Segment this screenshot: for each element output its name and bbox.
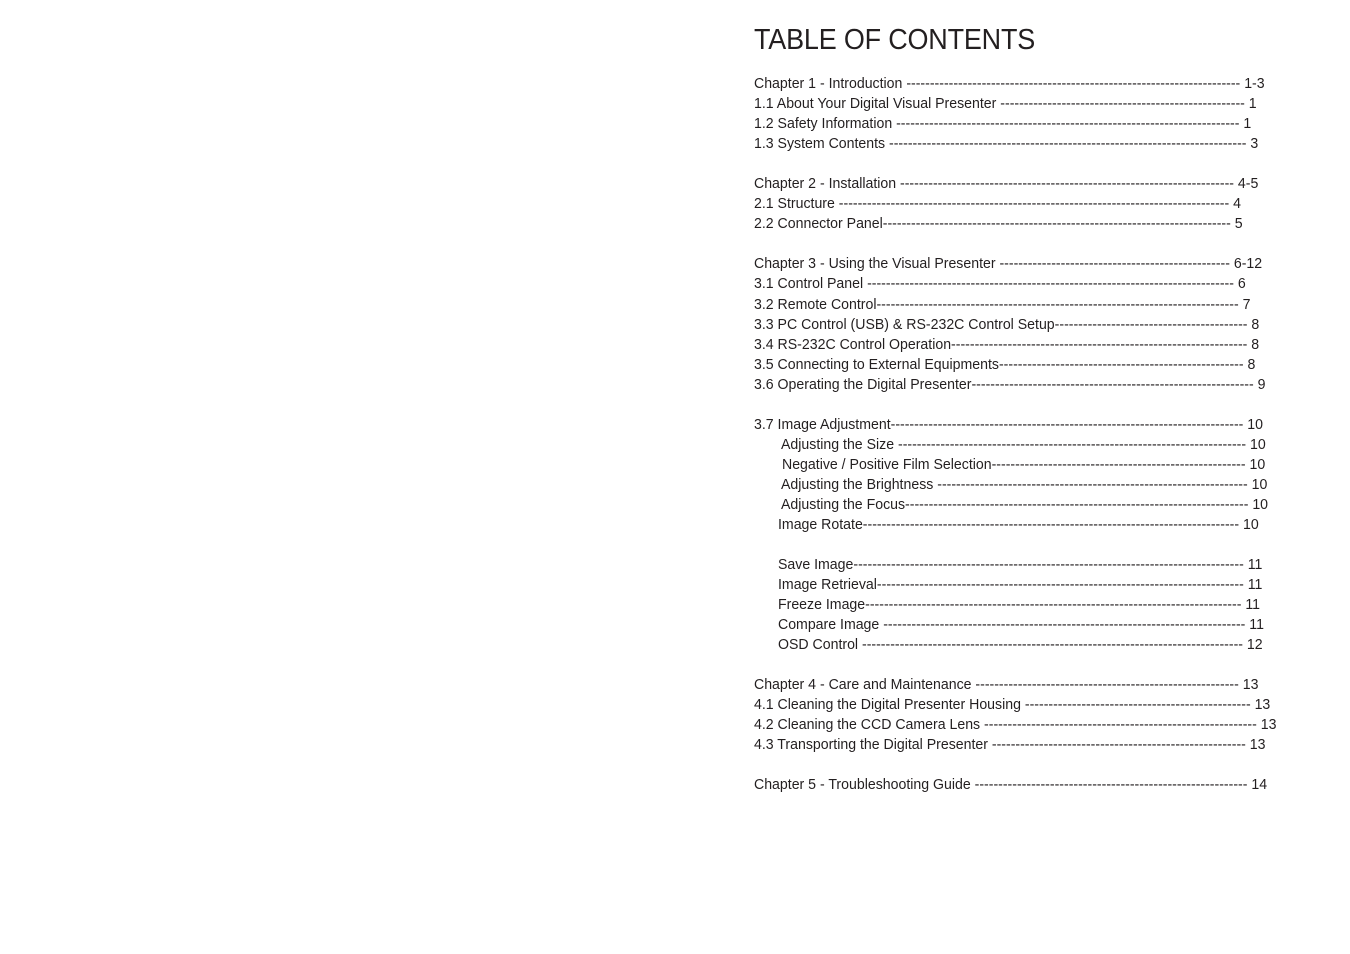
toc-subentry: Compare Image ----------------------------------------------------------------------------- 11 [778, 616, 1264, 633]
toc-entry-1-1: 1.1 About Your Digital Visual Presenter ---------------------------------------------------- 1 [754, 95, 1257, 112]
table-of-contents [754, 22, 1314, 793]
toc-subentry: Adjusting the Focus------------------------------------------------------------------------- 10 [781, 496, 1269, 513]
toc-chapter-5: Chapter 5 - Troubleshooting Guide ---------------------------------------------------------- 14 [754, 776, 1268, 793]
toc-subentry: Negative / Positive Film Selection------------------------------------------------------ 10 [782, 456, 1266, 473]
toc-entry-3-6: 3.6 Operating the Digital Presenter------------------------------------------------------------ 9 [754, 376, 1266, 393]
toc-chapter-4: Chapter 4 - Care and Maintenance -------------------------------------------------------- 13 [754, 676, 1259, 693]
toc-entry-3-4: 3.4 RS-232C Control Operation--------------------------------------------------------------- 8 [754, 336, 1260, 353]
toc-entry-3-1: 3.1 Control Panel ------------------------------------------------------------------------------ 6 [754, 275, 1246, 292]
toc-entry-3-5: 3.5 Connecting to External Equipments---------------------------------------------------- 8 [754, 356, 1256, 373]
toc-subentry: Adjusting the Size -------------------------------------------------------------------------- 10 [781, 436, 1266, 453]
toc-entry-1-2: 1.2 Safety Information ------------------------------------------------------------------------- 1 [754, 115, 1252, 132]
toc-entry-4-3: 4.3 Transporting the Digital Presenter ------------------------------------------------------ 13 [754, 736, 1266, 753]
toc-subentry: Image Rotate-------------------------------------------------------------------------------- 10 [778, 516, 1259, 533]
toc-entry-3-2: 3.2 Remote Control----------------------------------------------------------------------------- 7 [754, 296, 1251, 313]
toc-entry-2-2: 2.2 Connector Panel-------------------------------------------------------------------------- 5 [754, 215, 1243, 232]
toc-subentry: Save Image----------------------------------------------------------------------------------- 11 [778, 556, 1263, 573]
toc-subentry: OSD Control --------------------------------------------------------------------------------- 12 [778, 636, 1263, 653]
toc-subentry: Adjusting the Brightness ------------------------------------------------------------------ 10 [781, 476, 1268, 493]
page-title: TABLE OF CONTENTS [754, 24, 1036, 56]
toc-entry-1-3: 1.3 System Contents ---------------------------------------------------------------------------- 3 [754, 135, 1259, 152]
toc-entry-2-1: 2.1 Structure ----------------------------------------------------------------------------------- 4 [754, 195, 1241, 212]
toc-entry-4-1: 4.1 Cleaning the Digital Presenter Housing ------------------------------------------------ 13 [754, 696, 1271, 713]
toc-entry-3-7: 3.7 Image Adjustment--------------------------------------------------------------------------- 10 [754, 416, 1264, 433]
toc-chapter-2: Chapter 2 - Installation ----------------------------------------------------------------------- 4-5 [754, 175, 1259, 192]
toc-entry-3-3: 3.3 PC Control (USB) & RS-232C Control Setup----------------------------------------- 8 [754, 316, 1260, 333]
toc-chapter-1: Chapter 1 - Introduction ----------------------------------------------------------------------- 1-3 [754, 75, 1265, 92]
toc-chapter-3: Chapter 3 - Using the Visual Presenter ------------------------------------------------- 6-12 [754, 255, 1263, 272]
toc-subentry: Image Retrieval------------------------------------------------------------------------------ 11 [778, 576, 1263, 593]
toc-subentry: Freeze Image-------------------------------------------------------------------------------- 11 [778, 596, 1261, 613]
toc-entry-4-2: 4.2 Cleaning the CCD Camera Lens ---------------------------------------------------------- 13 [754, 716, 1277, 733]
